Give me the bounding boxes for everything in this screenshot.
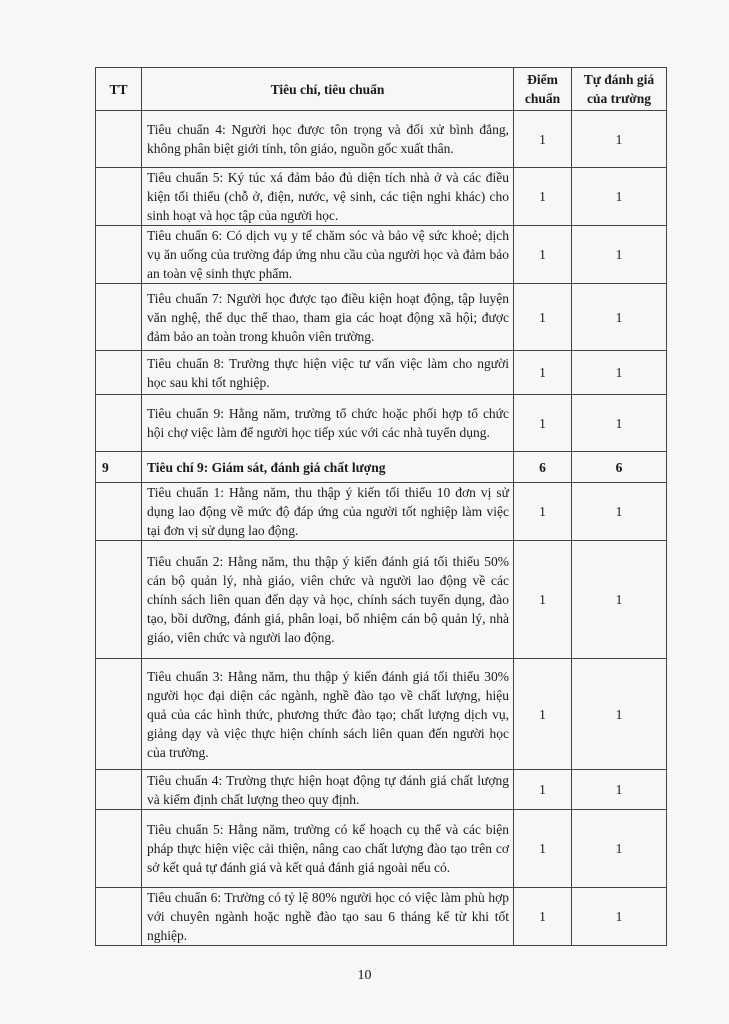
row-tt xyxy=(96,659,142,770)
row-text: Tiêu chuẩn 7: Người học được tạo điều kiện hoạt động, tập luyện văn nghệ, thể dục thể thao, tham gia các hoạt động xã hội; được đảm bảo an toàn trong khuôn viên trường. xyxy=(142,284,514,351)
row-text: Tiêu chuẩn 9: Hằng năm, trường tổ chức hoặc phối hợp tổ chức hội chợ việc làm để người học tiếp xúc với các nhà tuyển dụng. xyxy=(142,395,514,452)
header-tt: TT xyxy=(96,68,142,111)
row-text: Tiêu chuẩn 4: Trường thực hiện hoạt động tự đánh giá chất lượng và kiểm định chất lượng theo quy định. xyxy=(142,770,514,810)
criterion-title: Tiêu chí 9: Giám sát, đánh giá chất lượng xyxy=(142,452,514,483)
row-tt xyxy=(96,541,142,659)
row-tt xyxy=(96,168,142,226)
row-text: Tiêu chuẩn 3: Hằng năm, thu thập ý kiến đánh giá tối thiểu 30% người học đại diện các ngành, nghề đào tạo về chất lượng, hiệu quả của các hình thức, phương thức đào tạo; chất lượng dịch vụ, giảng dạy và việc thực hiện chính sách liên quan đến người học của trường. xyxy=(142,659,514,770)
row-points: 1 xyxy=(514,770,572,810)
row-points: 1 xyxy=(514,351,572,395)
row-tt xyxy=(96,888,142,946)
row-points: 1 xyxy=(514,888,572,946)
row-self: 1 xyxy=(572,226,667,284)
row-self: 1 xyxy=(572,659,667,770)
row-tt xyxy=(96,351,142,395)
row-tt xyxy=(96,810,142,888)
row-text: Tiêu chuẩn 6: Có dịch vụ y tế chăm sóc và bảo vệ sức khoẻ; dịch vụ ăn uống của trường đáp ứng nhu cầu của người học và đảm bảo an toàn vệ sinh thực phẩm. xyxy=(142,226,514,284)
evaluation-table xyxy=(95,67,667,946)
table-row xyxy=(96,888,667,946)
header-criteria: Tiêu chí, tiêu chuẩn xyxy=(142,68,514,111)
row-self: 1 xyxy=(572,111,667,168)
page-number: 10 xyxy=(357,968,372,983)
row-self: 1 xyxy=(572,395,667,452)
row-text: Tiêu chuẩn 4: Người học được tôn trọng và đối xử bình đẳng, không phân biệt giới tính, tôn giáo, nguồn gốc xuất thân. xyxy=(142,111,514,168)
row-tt xyxy=(96,111,142,168)
table-row xyxy=(96,810,667,888)
row-tt xyxy=(96,770,142,810)
table-row xyxy=(96,284,667,351)
row-text: Tiêu chuẩn 8: Trường thực hiện việc tư vấn việc làm cho người học sau khi tốt nghiệp. xyxy=(142,351,514,395)
row-text: Tiêu chuẩn 1: Hằng năm, thu thập ý kiến tối thiểu 10 đơn vị sử dụng lao động về mức độ đáp ứng của người tốt nghiệp làm việc tại đơn vị sử dụng lao động. xyxy=(142,483,514,541)
row-tt xyxy=(96,226,142,284)
criterion-row xyxy=(96,452,667,483)
table-row xyxy=(96,483,667,541)
table-row xyxy=(96,541,667,659)
row-self: 1 xyxy=(572,351,667,395)
row-self: 1 xyxy=(572,483,667,541)
header-points: Điểm chuẩn xyxy=(514,68,572,111)
row-self: 1 xyxy=(572,888,667,946)
header-self-eval: Tự đánh giá của trường xyxy=(572,68,667,111)
row-tt xyxy=(96,284,142,351)
row-self: 1 xyxy=(572,168,667,226)
table-row xyxy=(96,111,667,168)
row-self: 1 xyxy=(572,770,667,810)
criterion-number: 9 xyxy=(96,452,142,483)
table-row xyxy=(96,226,667,284)
row-self: 1 xyxy=(572,541,667,659)
table-row xyxy=(96,351,667,395)
row-points: 1 xyxy=(514,810,572,888)
row-points: 1 xyxy=(514,168,572,226)
row-points: 1 xyxy=(514,659,572,770)
row-text: Tiêu chuẩn 2: Hằng năm, thu thập ý kiến đánh giá tối thiểu 50% cán bộ quản lý, nhà giáo, viên chức và người lao động về các chính sách liên quan đến dạy và học, chính sách tuyển dụng, đào tạo, bồi dưỡng, đánh giá, phân loại, bổ nhiệm cán bộ quản lý, nhà giáo, viên chức và người lao động. xyxy=(142,541,514,659)
header-row xyxy=(96,68,667,111)
row-tt xyxy=(96,483,142,541)
row-tt xyxy=(96,395,142,452)
row-points: 1 xyxy=(514,483,572,541)
row-points: 1 xyxy=(514,111,572,168)
row-self: 1 xyxy=(572,284,667,351)
row-points: 1 xyxy=(514,284,572,351)
table-row xyxy=(96,168,667,226)
criterion-points: 6 xyxy=(514,452,572,483)
row-points: 1 xyxy=(514,226,572,284)
row-text: Tiêu chuẩn 5: Ký túc xá đảm bảo đủ diện tích nhà ở và các điều kiện tối thiểu (chỗ ở, điện, nước, vệ sinh, các tiện nghi khác) cho sinh hoạt và học tập của người học. xyxy=(142,168,514,226)
row-points: 1 xyxy=(514,395,572,452)
table-row xyxy=(96,770,667,810)
row-text: Tiêu chuẩn 6: Trường có tỷ lệ 80% người học có việc làm phù hợp với chuyên ngành hoặc nghề đào tạo sau 6 tháng kể từ khi tốt nghiệp. xyxy=(142,888,514,946)
criterion-self: 6 xyxy=(572,452,667,483)
table-row xyxy=(96,395,667,452)
row-text: Tiêu chuẩn 5: Hằng năm, trường có kế hoạch cụ thể và các biện pháp thực hiện việc cải thiện, nâng cao chất lượng đào tạo trên cơ sở kết quả tự đánh giá và kết quả đánh giá ngoài nếu có. xyxy=(142,810,514,888)
row-points: 1 xyxy=(514,541,572,659)
table-row xyxy=(96,659,667,770)
row-self: 1 xyxy=(572,810,667,888)
